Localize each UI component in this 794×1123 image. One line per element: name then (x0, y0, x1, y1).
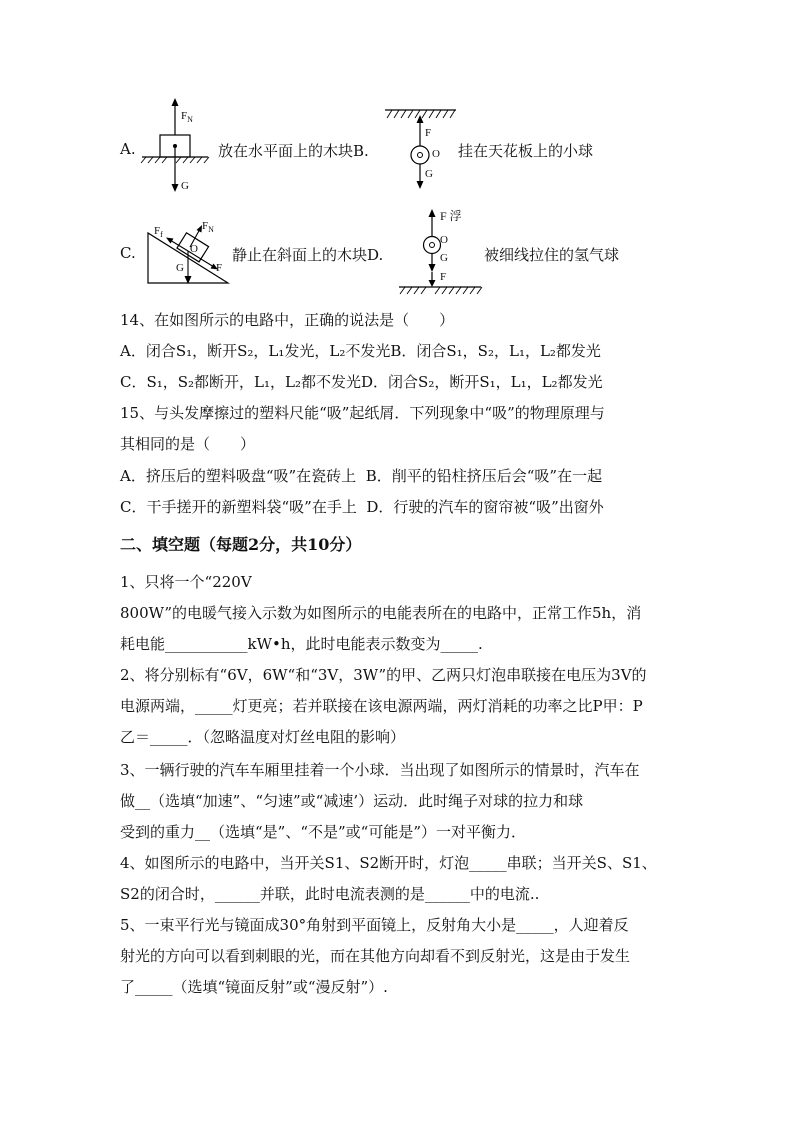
fill-3-line3: 受到的重力__（选填“是”、“不是”或“可能是”）一对平衡力． (120, 823, 527, 841)
label-ffu-d: F 浮 (440, 209, 462, 223)
option-d-caption: 被细线拉住的氢气球 (484, 246, 620, 264)
q15-stem-line1: 15、与头发摩擦过的塑料尺能“吸”起纸屑．下列现象中“吸”的物理原理与 (120, 404, 605, 422)
label-fn-a: $F_N$ (181, 110, 193, 125)
option-a-caption: 放在水平面上的木块B. (218, 142, 369, 160)
label-g-b: G (425, 168, 433, 180)
option-c-caption: 静止在斜面上的木块D. (232, 246, 384, 264)
q15-options-cd: C．干手搓开的新塑料袋“吸”在手上 D．行驶的汽车的窗帘被“吸”出窗外 (120, 498, 604, 516)
fill-2-line1: 2、将分别标有“6V，6W“和“3V，3W”的甲、乙两只灯泡串联接在电压为3V的 (120, 666, 647, 684)
fill-1-line1: 1、只将一个“220V (120, 573, 252, 591)
option-a-letter: A. (120, 140, 136, 158)
label-fn-c: $F_N$ (202, 220, 214, 235)
label-f-b: F (425, 127, 432, 139)
fill-4-line2: S2的闭合时，______并联，此时电流表测的是______中的电流.. (120, 885, 540, 903)
fill-5-line3: 了_____（选填“镜面反射”或“漫反射”）. (120, 978, 388, 996)
label-o-c: O (190, 243, 198, 255)
label-o-d: O (440, 234, 448, 246)
q14-stem: 14、在如图所示的电路中，正确的说法是（ ） (120, 311, 455, 329)
label-f-d: F (440, 271, 447, 283)
section-2-heading: 二、填空题（每题2分，共10分） (120, 535, 362, 554)
figure-a-block-on-floor (140, 95, 210, 195)
option-b-caption: 挂在天花板上的小球 (458, 142, 594, 160)
q15-options-ab: A．挤压后的塑料吸盘“吸”在瓷砖上 B．削平的铅柱挤压后会“吸”在一起 (120, 467, 603, 485)
label-o-b: O (432, 148, 440, 160)
fill-5-line1: 5、一束平行光与镜面成30°角射到平面镜上，反射角大小是_____，人迎着反 (120, 916, 629, 934)
label-f-c: F (216, 262, 223, 274)
label-g-a: G (181, 180, 189, 192)
fill-2-line3: 乙＝_____．（忽略温度对灯丝电阻的影响） (120, 728, 406, 746)
figure-b-ball-hanging (380, 100, 460, 195)
label-g-c: G (176, 262, 184, 274)
q15-stem-line2: 其相同的是（ ） (120, 435, 256, 453)
fill-1-line3: 耗电能___________kW•h，此时电能表示数变为_____. (120, 635, 483, 653)
label-ff-c: $F_f$ (154, 225, 163, 240)
fill-1-line2: 800W”的电暖气接入示数为如图所示的电能表所在的电路中，正常工作5h，消 (120, 604, 642, 622)
fill-5-line2: 射光的方向可以看到刺眼的光，而在其他方向却看不到反射光，这是由于发生 (120, 947, 631, 965)
label-g-d: G (440, 252, 448, 264)
option-c-letter: C. (120, 244, 136, 262)
fill-2-line2: 电源两端，_____灯更亮；若并联接在该电源两端，两灯消耗的功率之比P甲：P (120, 697, 643, 715)
fill-3-line2: 做__（选填“加速”、“匀速”或“减速’）运动．此时绳子对球的拉力和球 (120, 792, 584, 810)
fill-3-line1: 3、一辆行驶的汽车车厢里挂着一个小球．当出现了如图所示的情景时，汽车在 (120, 761, 640, 779)
fill-4-line1: 4、如图所示的电路中，当开关S1、S2断开时，灯泡_____串联；当开关S、S1、 (120, 854, 657, 872)
q14-options-cd: C．S₁，S₂都断开，L₁，L₂都不发光D．闭合S₂，断开S₁，L₁，L₂都发光 (120, 373, 603, 391)
q14-options-ab: A．闭合S₁，断开S₂，L₁发光，L₂不发光B．闭合S₁，S₂，L₁，L₂都发光 (120, 342, 601, 360)
